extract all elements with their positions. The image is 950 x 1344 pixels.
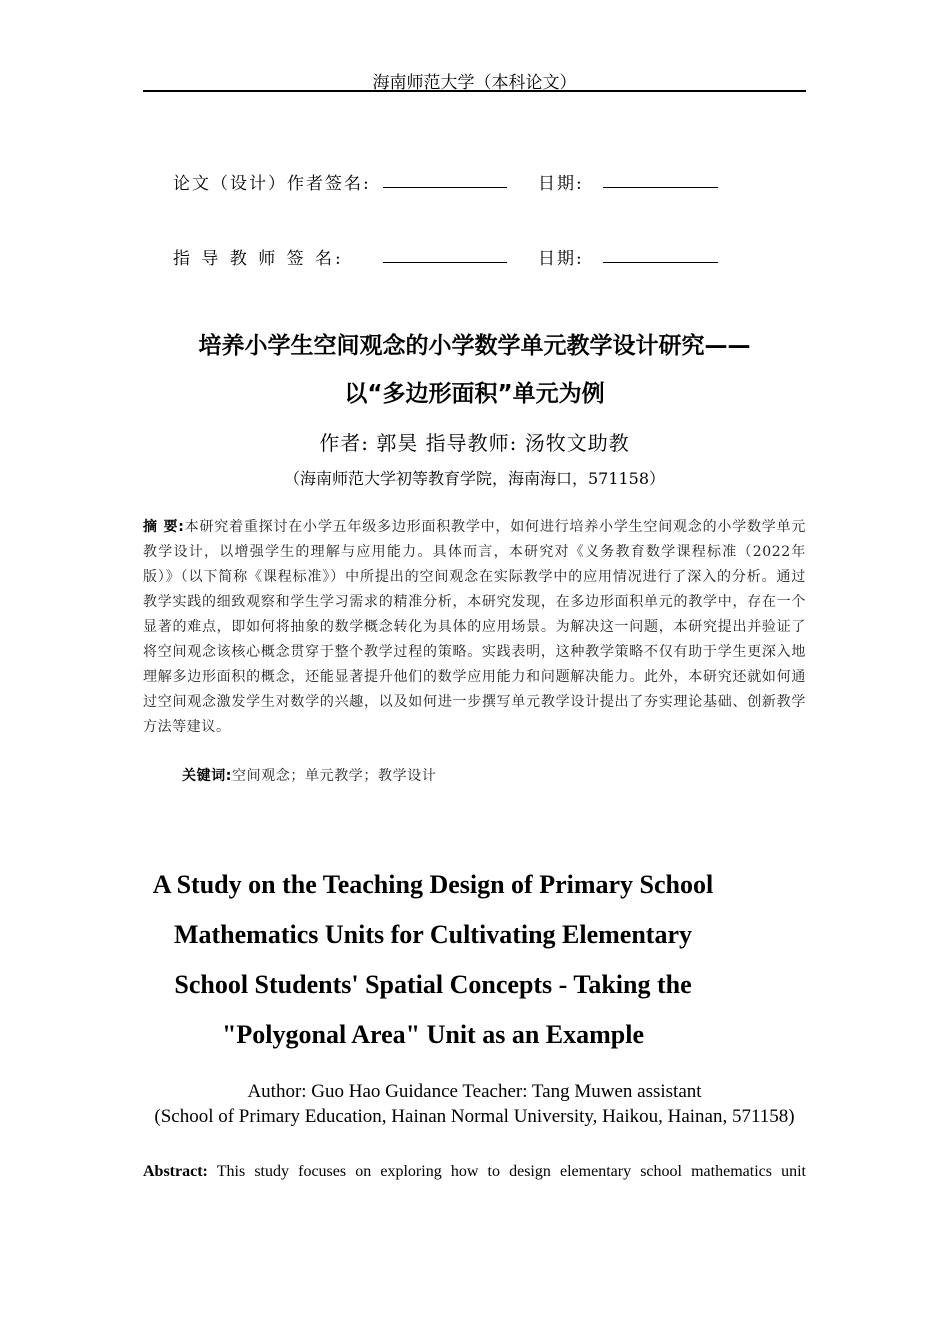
abstract-cn-text: 本研究着重探讨在小学五年级多边形面积教学中，如何进行培养小学生空间观念的小学数学单元教学设计，以增强学生的理解与应用能力。具体而言，本研究对《义务教育数学课程标准（2022年版）》（以下简称《课程标准》）中所提出的空间观念在实际教学中的应用情况进行了深入的分析。通过教学实践的细致观察和学生学习需求的精准分析，本研究发现，在多边形面积单元的教学中，存在一个显著的难点，即如何将抽象的数学概念转化为具体的应用场景。为解决这一问题，本研究提出并验证了将空间观念该核心概念贯穿于整个教学过程的策略。实践表明，这种教学策略不仅有助于学生更深入地理解多边形面积的概念，还能显著提升他们的数学应用能力和问题解决能力。此外，本研究还就如何通过空间观念激发学生对数学的兴趣，以及如何进一步撰写单元教学设计提出了夯实理论基础、创新教学方法等建议。 bbox=[143, 519, 806, 735]
advisor-date-line bbox=[603, 262, 718, 263]
title-en bbox=[143, 860, 723, 1060]
keywords-cn bbox=[182, 765, 436, 785]
title-en-line1: A Study on the Teaching Design of Primary School bbox=[152, 870, 714, 899]
abstract-en-text: This study focuses on exploring how to design elementary school mathematics unit bbox=[216, 1163, 806, 1180]
abstract-en-label: Abstract: bbox=[143, 1163, 208, 1180]
title-cn-line1: 培养小学生空间观念的小学数学单元教学设计研究—— bbox=[198, 333, 751, 359]
advisor-signature-label: 指 导 教 师 签 名: bbox=[173, 249, 344, 269]
affiliation-cn: （海南师范大学初等教育学院，海南海口，571158） bbox=[283, 469, 666, 488]
author-signature-label: 论文（设计）作者签名: bbox=[173, 174, 371, 194]
keywords-cn-label: 关键词: bbox=[182, 768, 232, 784]
abstract-cn-label: 摘 要: bbox=[143, 519, 185, 535]
affiliation-en: (School of Primary Education, Hainan Normal University, Haikou, Hainan, 571158) bbox=[154, 1106, 795, 1127]
author-cn: 作者: 郭昊 指导教师: 汤牧文助教 bbox=[319, 431, 630, 455]
title-en-line4: "Polygonal Area" Unit as an Example bbox=[221, 1020, 645, 1049]
author-signature-line bbox=[383, 187, 507, 188]
abstract-cn bbox=[143, 515, 806, 740]
running-header: 海南师范大学（本科论文） bbox=[372, 73, 577, 93]
header-rule bbox=[143, 90, 806, 92]
abstract-en bbox=[143, 1161, 806, 1183]
author-date-line bbox=[603, 187, 718, 188]
title-cn-line2: 以“多边形面积”单元为例 bbox=[344, 381, 605, 407]
title-en-line3: School Students' Spatial Concepts - Taking the bbox=[174, 970, 692, 999]
title-en-line2: Mathematics Units for Cultivating Elementary bbox=[173, 920, 692, 949]
advisor-signature-line bbox=[383, 262, 507, 263]
keywords-cn-text: 空间观念；单元教学；教学设计 bbox=[232, 768, 437, 784]
advisor-date-label: 日期: bbox=[538, 249, 584, 269]
author-date-label: 日期: bbox=[538, 174, 584, 194]
author-en bbox=[143, 1079, 806, 1129]
author-en-line1: Author: Guo Hao Guidance Teacher: Tang Muwen assistant bbox=[247, 1081, 702, 1102]
